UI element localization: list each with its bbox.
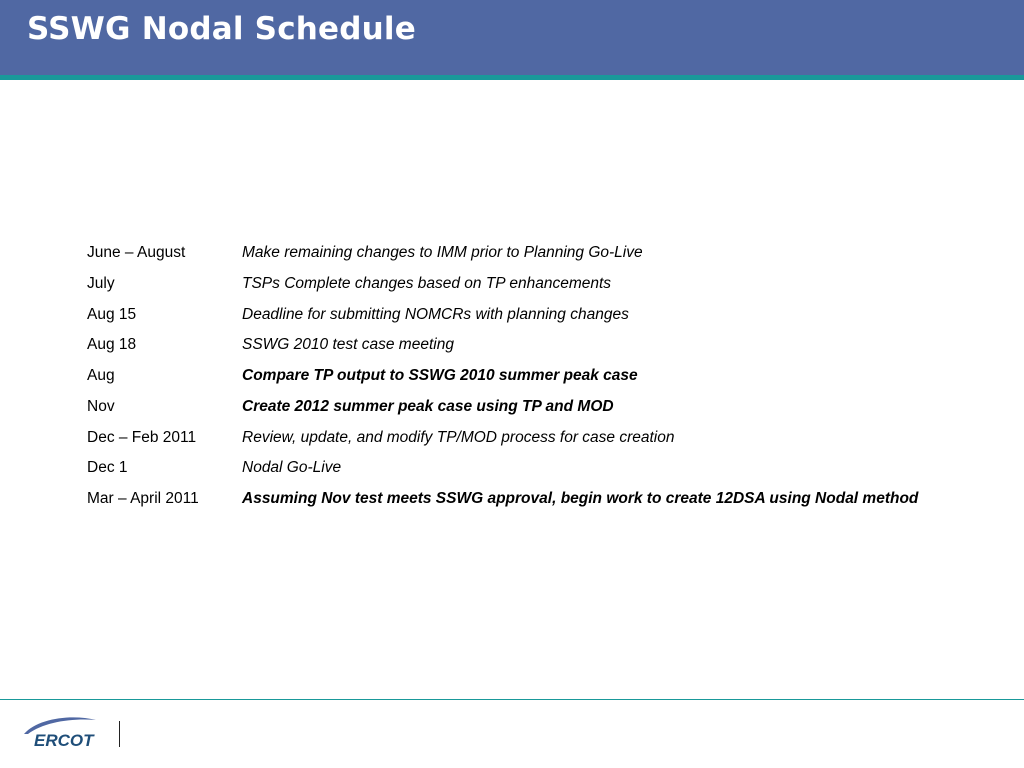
schedule-row xyxy=(87,490,1007,521)
schedule-task: TSPs Complete changes based on TP enhancements xyxy=(242,274,612,292)
schedule-date: Aug xyxy=(87,367,115,384)
title-bar-rule xyxy=(0,75,1024,80)
schedule-row xyxy=(87,336,1007,367)
title-bar xyxy=(0,0,1024,75)
schedule-date: June – August xyxy=(87,244,186,261)
schedule-row xyxy=(87,367,1007,398)
schedule-date: Nov xyxy=(87,397,115,415)
schedule-date: Dec – Feb 2011 xyxy=(87,428,197,446)
schedule-row xyxy=(87,306,1007,337)
schedule-row xyxy=(87,398,1007,429)
schedule-list xyxy=(87,244,1007,521)
schedule-task: Assuming Nov test meets SSWG approval, begin work to create 12DSA using Nodal method xyxy=(242,490,919,507)
schedule-task: Make remaining changes to IMM prior to Planning Go-Live xyxy=(242,244,643,261)
schedule-task: Create 2012 summer peak case using TP and MOD xyxy=(242,397,614,415)
schedule-task: Nodal Go-Live xyxy=(242,459,342,477)
ercot-logo-icon xyxy=(20,712,100,752)
schedule-date: July xyxy=(87,274,115,292)
slide-title: SSWG Nodal Schedule xyxy=(27,11,416,47)
schedule-task: Deadline for submitting NOMCRs with planning changes xyxy=(242,305,629,323)
schedule-row xyxy=(87,275,1007,306)
schedule-row xyxy=(87,429,1007,460)
schedule-row xyxy=(87,459,1007,490)
schedule-date: Mar – April 2011 xyxy=(87,490,199,507)
logo-text: ERCOT xyxy=(34,731,94,750)
schedule-task: Compare TP output to SSWG 2010 summer peak case xyxy=(242,367,638,384)
schedule-row xyxy=(87,244,1007,275)
schedule-date: Aug 15 xyxy=(87,305,137,323)
schedule-task: SSWG 2010 test case meeting xyxy=(242,336,454,354)
schedule-date: Aug 18 xyxy=(87,336,137,354)
schedule-task: Review, update, and modify TP/MOD process for case creation xyxy=(242,428,675,446)
footer-rule xyxy=(0,699,1024,700)
footer-divider xyxy=(119,721,120,747)
schedule-date: Dec 1 xyxy=(87,459,128,477)
